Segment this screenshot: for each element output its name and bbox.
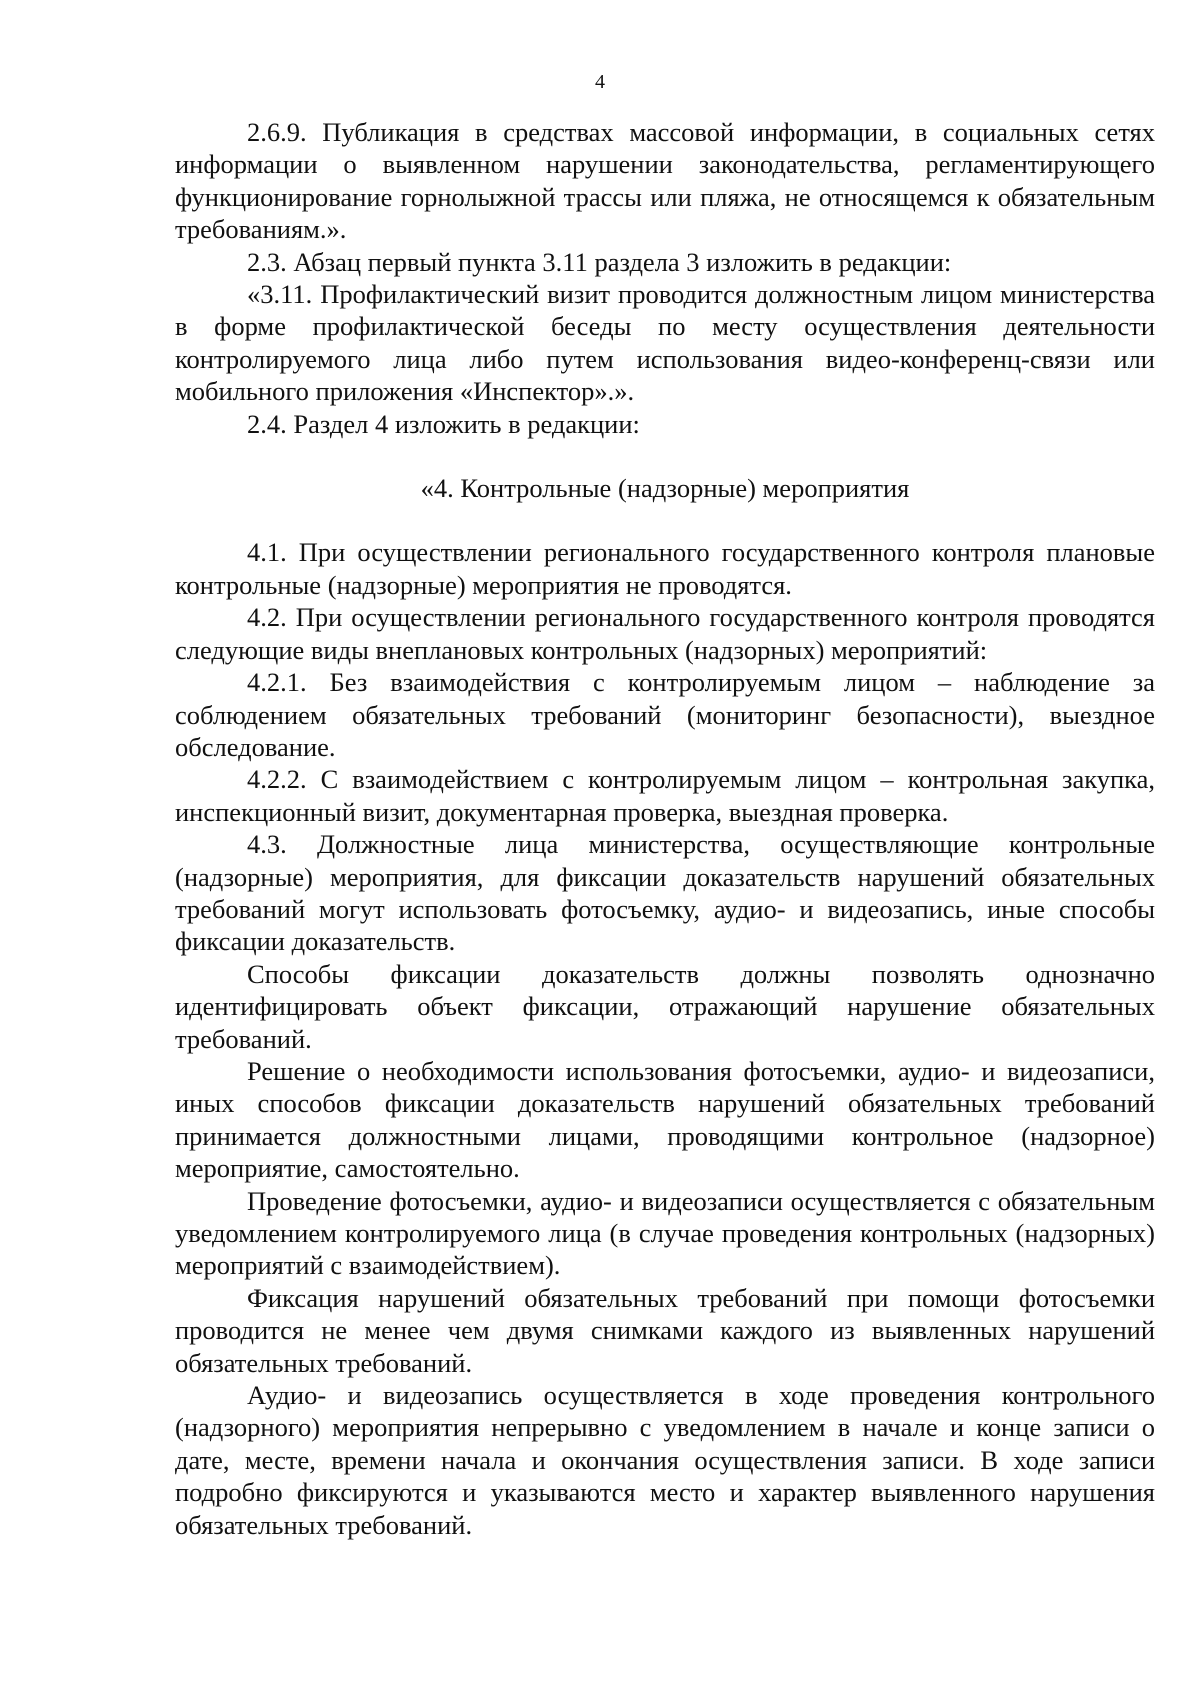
- paragraph-notification: Проведение фотосъемки, аудио- и видеозаписи осуществляется с обязательным уведомлением контролируемого лица (в случае проведения контрольных (надзорных) мероприятий с взаимодействием).: [175, 1185, 1155, 1281]
- document-body: [175, 116, 1155, 1541]
- paragraph-audio-video: Аудио- и видеозапись осуществляется в ходе проведения контрольного (надзорного) мероприятия непрерывно с уведомлением в начале и конце записи о дате, месте, времени начала и окончания осуществления записи. В ходе записи подробно фиксируются и указываются место и характер выявленного нарушения обязательных требований.: [175, 1380, 1155, 1540]
- paragraph-4-3: 4.3. Должностные лица министерства, осуществляющие контрольные (надзорные) мероприятия, для фиксации доказательств нарушений обязательных требований могут использовать фотосъемку, аудио- и видеозапись, иные способы фиксации доказательств.: [175, 829, 1155, 957]
- paragraph-evidence-methods: Способы фиксации доказательств должны позволять однозначно идентифицировать объект фиксации, отражающий нарушение обязательных требований.: [175, 958, 1155, 1054]
- paragraph-2-4: 2.4. Раздел 4 изложить в редакции:: [247, 408, 640, 439]
- paragraph-4-2-1: 4.2.1. Без взаимодействия с контролируемым лицом – наблюдение за соблюдением обязательных требований (мониторинг безопасности), выездное обследование.: [175, 667, 1155, 762]
- paragraph-4-1: 4.1. При осуществлении регионального государственного контроля плановые контрольные (надзорные) мероприятия не проводятся.: [175, 537, 1155, 600]
- paragraph-decision: Решение о необходимости использования фотосъемки, аудио- и видеозаписи, иных способов фиксации доказательств нарушений обязательных требований принимается должностными лицами, проводящими контрольное (надзорное) мероприятие, самостоятельно.: [175, 1055, 1155, 1184]
- page-number: 4: [595, 71, 605, 93]
- paragraph-photo-fixation: Фиксация нарушений обязательных требований при помощи фотосъемки проводится не менее чем двумя снимками каждого из выявленных нарушений обязательных требований.: [175, 1282, 1155, 1378]
- section-title: «4. Контрольные (надзорные) мероприятия: [420, 473, 910, 504]
- paragraph-2-6-9: 2.6.9. Публикация в средствах массовой информации, в социальных сетях информации о выявленном нарушении законодательства, регламентирующего функционирование горнолыжной трассы или пляжа, не относящемся к обязательным требованиям.».: [175, 117, 1155, 245]
- paragraph-3-11: «3.11. Профилактический визит проводится должностным лицом министерства в форме профилактической беседы по месту осуществления деятельности контролируемого лица либо путем использования видео-конференц-связи или мобильного приложения «Инспектор».».: [175, 279, 1155, 407]
- paragraph-4-2: 4.2. При осуществлении регионального государственного контроля проводятся следующие виды внеплановых контрольных (надзорных) мероприятий:: [175, 602, 1155, 665]
- paragraph-4-2-2: 4.2.2. С взаимодействием с контролируемым лицом – контрольная закупка, инспекционный визит, документарная проверка, выездная проверка.: [175, 764, 1155, 827]
- paragraph-2-3: 2.3. Абзац первый пункта 3.11 раздела 3 изложить в редакции:: [247, 246, 952, 277]
